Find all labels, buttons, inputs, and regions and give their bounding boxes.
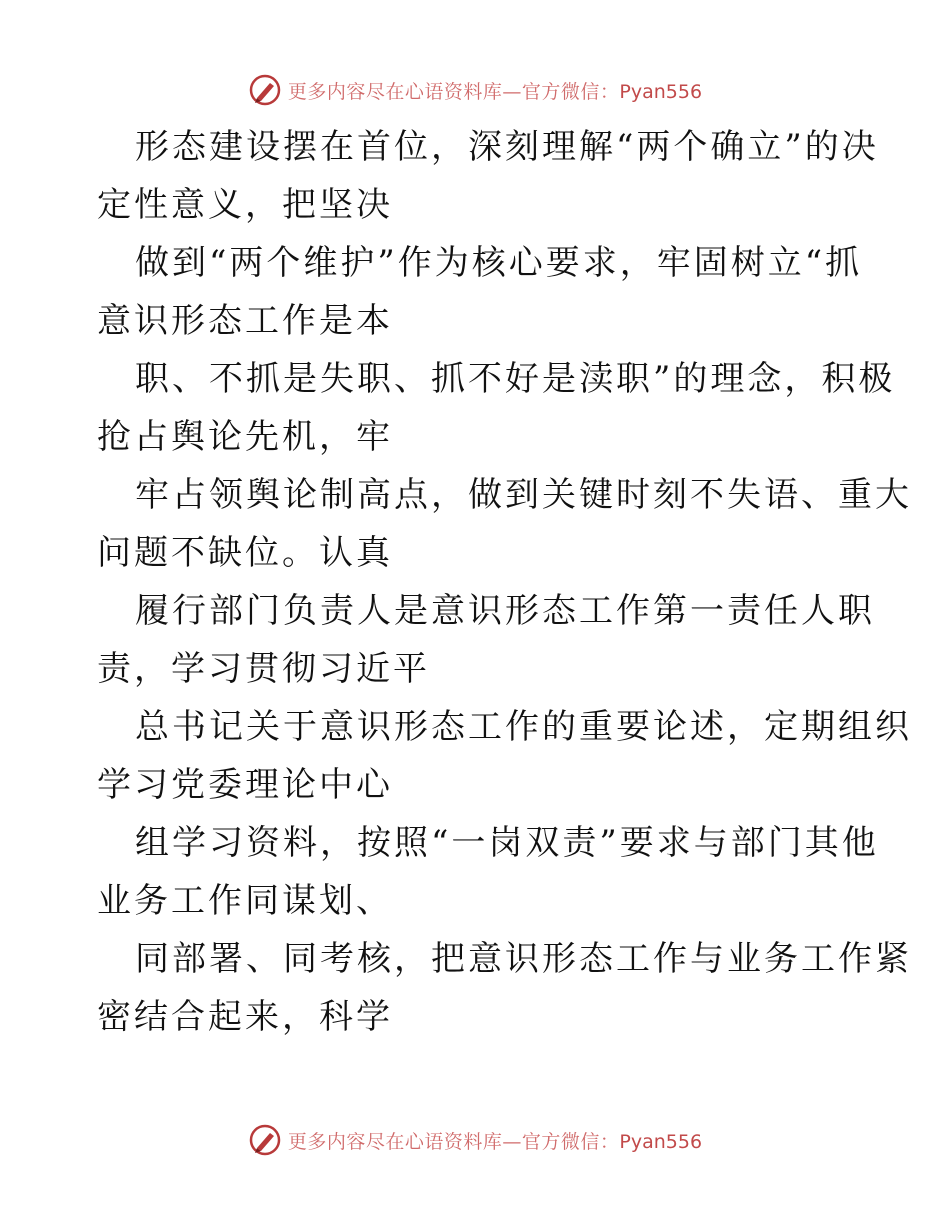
paragraph-line: 职、不抓是失职、抓不好是渎职”的理念，积极 (135, 359, 896, 399)
document-body (97, 118, 912, 1046)
paragraph-line: 履行部门负责人是意识形态工作第一责任人职 (135, 591, 875, 631)
paragraph (97, 466, 912, 582)
paragraph (97, 698, 912, 814)
paragraph-line: 学习党委理论中心 (97, 765, 393, 805)
footer-wechat-id: Pyan556 (619, 1130, 703, 1153)
paragraph-line: 业务工作同谋划、 (97, 881, 393, 921)
paragraph-line: 形态建设摆在首位，深刻理解“两个确立”的决 (135, 127, 879, 167)
header-wechat-id: Pyan556 (619, 80, 703, 103)
paragraph (97, 118, 879, 234)
paragraph (97, 582, 875, 698)
pen-logo-icon (248, 1123, 282, 1157)
paragraph-line: 密结合起来，科学 (97, 997, 393, 1037)
paragraph-line: 总书记关于意识形态工作的重要论述，定期组织 (135, 707, 912, 747)
footer-watermark-text: 更多内容尽在心语资料库—官方微信：Pyan556 (287, 1130, 703, 1153)
paragraph-line: 问题不缺位。认真 (97, 533, 393, 573)
paragraph (97, 350, 896, 466)
pen-logo-icon (248, 73, 282, 107)
paragraph-line: 做到“两个维护”作为核心要求，牢固树立“抓 (135, 243, 863, 283)
header-watermark (0, 70, 950, 110)
paragraph-line: 牢占领舆论制高点，做到关键时刻不失语、重大 (135, 475, 912, 515)
paragraph-line: 同部署、同考核，把意识形态工作与业务工作紧 (135, 939, 912, 979)
footer-watermark (0, 1120, 950, 1160)
header-watermark-text: 更多内容尽在心语资料库—官方微信：Pyan556 (287, 80, 703, 103)
paragraph-line: 组学习资料，按照“一岗双责”要求与部门其他 (135, 823, 879, 863)
paragraph (97, 234, 863, 350)
paragraph-line: 抢占舆论先机，牢 (97, 417, 393, 457)
paragraph (97, 930, 912, 1046)
paragraph (97, 814, 879, 930)
paragraph-line: 责，学习贯彻习近平 (97, 649, 430, 689)
paragraph-line: 定性意义，把坚决 (97, 185, 393, 225)
paragraph-line: 意识形态工作是本 (97, 301, 393, 341)
